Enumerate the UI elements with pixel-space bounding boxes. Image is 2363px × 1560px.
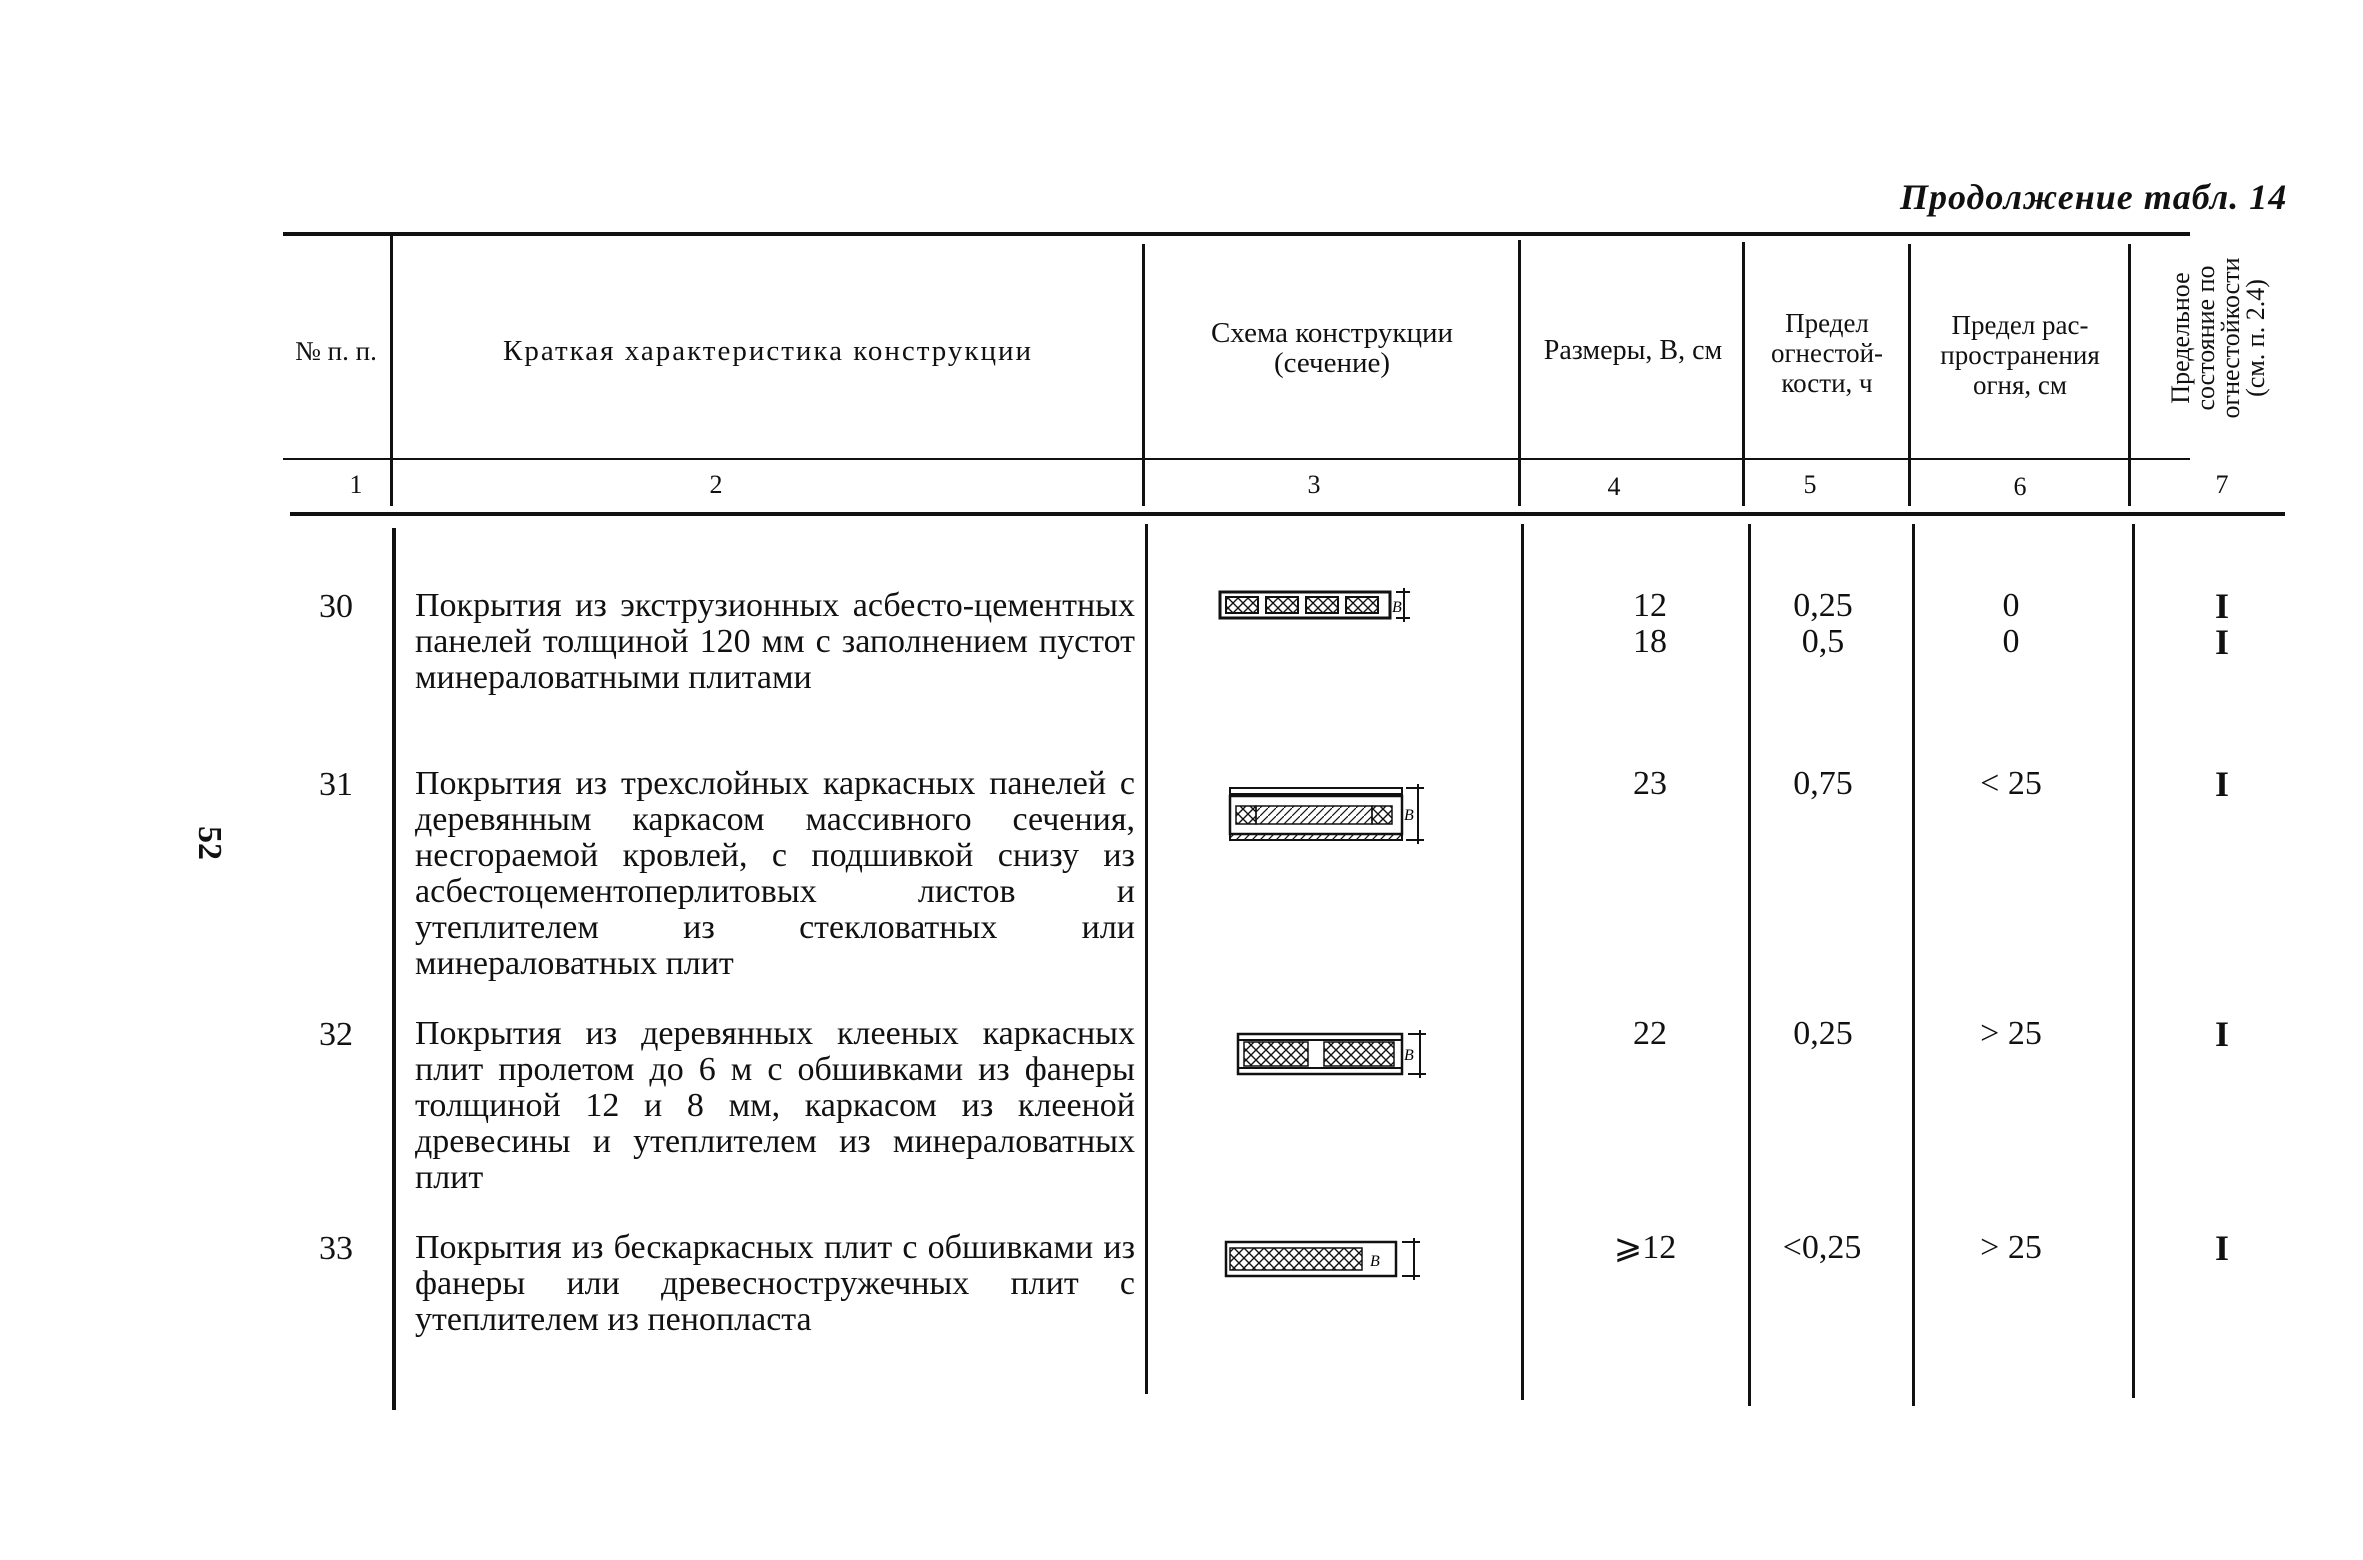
section-scheme-33: [1224, 1238, 1444, 1282]
row-description: Покрытия из бескаркасных плит с обшивками из фанеры или древесностружечных плит с утеплителем из пенопласта: [415, 1229, 1135, 1338]
row-limit-state-value: I: [2214, 1014, 2229, 1054]
column-number-1: 1: [349, 470, 363, 499]
row-limit-state: [2192, 588, 2252, 660]
row-fire-resistance-value: 0,5: [1801, 623, 1845, 660]
column-number-6: 6: [2013, 472, 2027, 501]
column-number-5: 5: [1803, 470, 1817, 499]
colnum-bottom-rule: [290, 512, 2285, 516]
column-divider-5b: [1912, 524, 1915, 1406]
column-number-2: 2: [709, 470, 723, 499]
header-limit-state-line4: (см. п. 2.4): [2241, 279, 2270, 397]
row-fire-resistance: [1768, 588, 1878, 660]
row-fire-spread-value: > 25: [1980, 1015, 2042, 1052]
row-number: 33: [319, 1230, 353, 1267]
row-description: Покрытия из деревянных клееных каркасных плит пролетом до 6 м с обшивками из фанеры толщиной 12 и 8 мм, каркасом из клееной древесины и утеплителем из минераловатных плит: [415, 1015, 1135, 1196]
row-size-value: 23: [1633, 765, 1667, 802]
row-size: [1590, 1230, 1700, 1266]
column-divider-5: [1908, 244, 1911, 506]
header-size: Размеры, B, см: [1543, 335, 1723, 366]
row-size: [1600, 588, 1700, 660]
row-limit-state-value: I: [2214, 764, 2229, 804]
row-description: Покрытия из трехслойных каркасных панелей с деревянным каркасом массивного сечения, несгораемой кровлей, с подшивкой снизу из асбестоцементоперлитовых листов и утеплителем из стекловатных или минераловатных плит: [415, 765, 1135, 982]
row-limit-state-value: I: [2214, 1228, 2229, 1268]
row-size-value: 22: [1633, 1015, 1667, 1052]
header-fire-resistance-line3: кости, ч: [1781, 368, 1873, 398]
row-number: 31: [319, 766, 353, 803]
column-divider-4b: [1748, 524, 1751, 1406]
header-limit-state: [2168, 238, 2268, 438]
scheme-label: B: [1370, 1253, 1380, 1270]
header-fire-spread-line3: огня, см: [1972, 370, 2067, 400]
row-limit-state-value: I: [2214, 622, 2229, 662]
row-fire-spread: [1966, 588, 2056, 660]
row-limit-state: [2192, 1016, 2252, 1052]
row-fire-spread-value: > 25: [1980, 1229, 2042, 1266]
column-divider-6: [2128, 244, 2131, 506]
header-fire-resistance-line1: Предел: [1785, 308, 1869, 338]
header-scheme: [1147, 318, 1517, 378]
page-number: 52: [191, 826, 228, 860]
column-number-3: 3: [1307, 470, 1321, 499]
header-number: № п. п.: [295, 336, 377, 366]
row-fire-spread: [1950, 1016, 2072, 1052]
header-limit-state-line3: огнестойкости: [2216, 257, 2245, 419]
row-fire-resistance-value: 0,75: [1793, 765, 1853, 802]
section-scheme-32: [1236, 1030, 1446, 1078]
row-fire-spread: [1950, 1230, 2072, 1266]
header-description: Краткая характеристика конструкции: [502, 335, 1034, 367]
column-divider-2b: [1145, 524, 1148, 1394]
header-fire-spread-line1: Предел рас-: [1951, 310, 2089, 340]
row-description: Покрытия из экструзионных асбесто-цементных панелей толщиной 120 мм с заполнением пустот минераловатными плитами: [415, 587, 1135, 696]
row-number: 32: [319, 1016, 353, 1053]
row-fire-resistance-value: <0,25: [1782, 1229, 1862, 1266]
column-number-4: 4: [1607, 472, 1621, 501]
row-size: [1600, 1016, 1700, 1052]
column-divider-1b: [392, 528, 396, 1410]
header-limit-state-line2: состояние по: [2191, 265, 2220, 411]
row-fire-spread-value: 0: [2002, 623, 2020, 660]
scheme-label: B: [1404, 1047, 1414, 1064]
section-scheme-31: [1228, 784, 1448, 848]
row-fire-spread-value: 0: [2002, 587, 2020, 624]
column-divider-2: [1142, 244, 1145, 506]
row-fire-resistance-value: 0,25: [1793, 1015, 1853, 1052]
header-bottom-rule: [283, 458, 2190, 460]
table-caption: Продолжение табл. 14: [1900, 177, 2288, 217]
row-limit-state: [2192, 1230, 2252, 1266]
header-fire-spread-line2: пространения: [1940, 340, 2100, 370]
row-size-value: 12: [1633, 587, 1667, 624]
column-divider-1: [390, 236, 393, 506]
header-fire-resistance: [1746, 308, 1908, 398]
row-fire-resistance: [1752, 1230, 1892, 1266]
row-size-value: 18: [1633, 623, 1667, 660]
column-divider-4: [1742, 242, 1745, 506]
header-fire-spread: [1912, 310, 2128, 400]
row-size-value: ⩾12: [1613, 1229, 1677, 1266]
row-number: 30: [319, 588, 353, 625]
header-scheme-line1: Схема конструкции: [1210, 317, 1454, 349]
row-limit-state: [2192, 766, 2252, 802]
column-number-7: 7: [2215, 470, 2229, 499]
header-scheme-line2: (сечение): [1273, 347, 1391, 379]
row-limit-state-value: I: [2214, 586, 2229, 626]
row-fire-resistance: [1768, 1016, 1878, 1052]
section-scheme-30: [1218, 588, 1428, 628]
table-top-rule: [283, 232, 2190, 236]
row-size: [1600, 766, 1700, 802]
scheme-label: B: [1404, 807, 1414, 824]
scheme-label: B: [1392, 599, 1402, 616]
column-divider-3: [1518, 240, 1521, 506]
row-fire-spread: [1950, 766, 2072, 802]
row-fire-resistance: [1768, 766, 1878, 802]
header-fire-resistance-line2: огнестой-: [1770, 338, 1884, 368]
header-limit-state-line1: Предельное: [2166, 272, 2195, 404]
column-divider-3b: [1521, 524, 1524, 1400]
row-fire-resistance-value: 0,25: [1793, 587, 1853, 624]
column-divider-6b: [2132, 524, 2135, 1398]
row-fire-spread-value: < 25: [1980, 765, 2042, 802]
